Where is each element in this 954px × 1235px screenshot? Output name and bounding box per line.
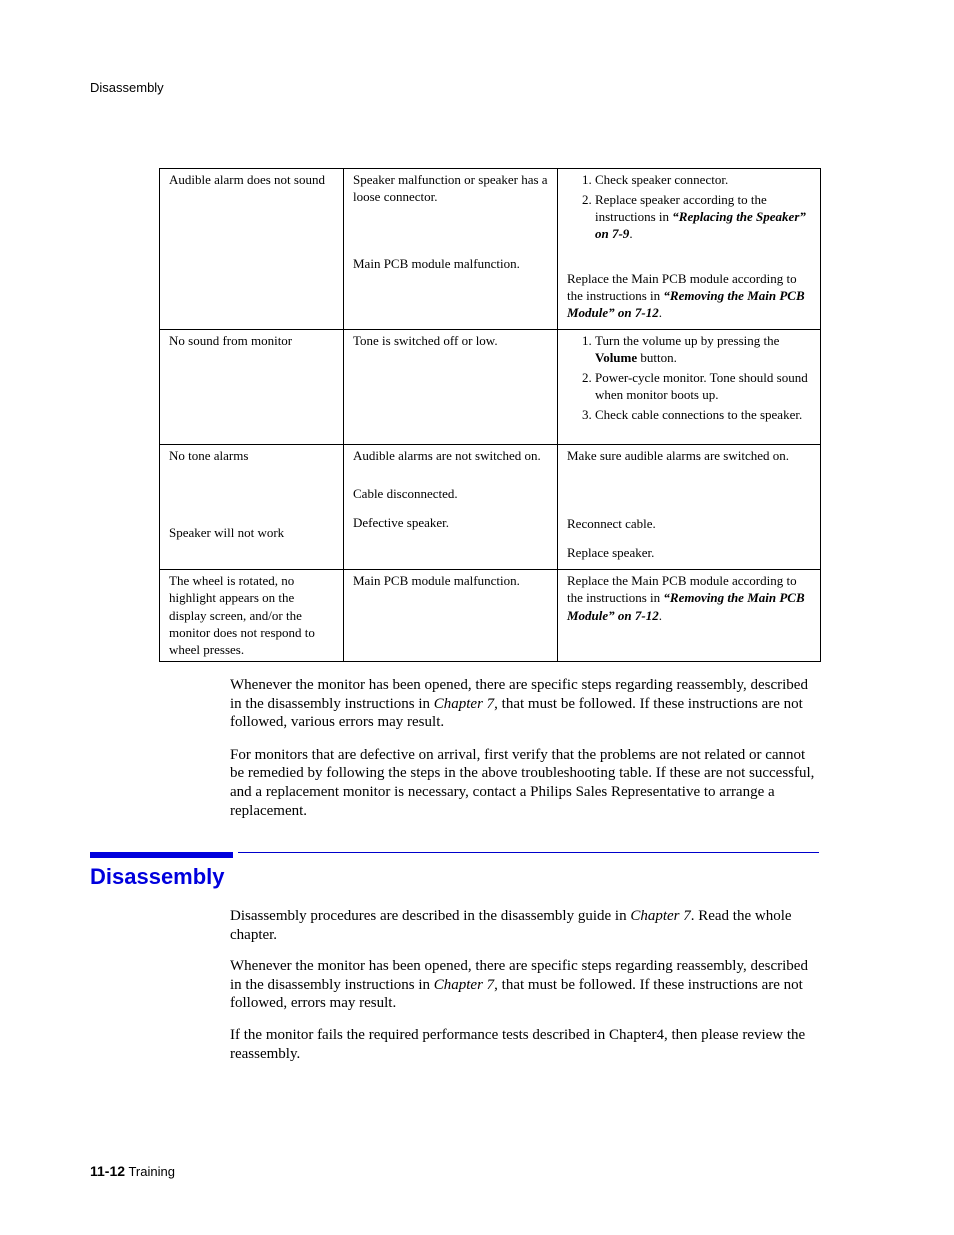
paragraph: If the monitor fails the required performance tests described in Chapter4, then please review the reassembly. [230, 1026, 806, 1062]
action-text: Make sure audible alarms are switched on. [567, 448, 790, 463]
cause-text: Tone is switched off or low. [353, 333, 498, 348]
cause-text: Main PCB module malfunction. [353, 573, 520, 588]
cause-text: Main PCB module malfunction. [353, 255, 520, 271]
action-cell [558, 570, 821, 662]
chapter-reference: Chapter 7 [433, 976, 495, 993]
text: Whenever the monitor has been opened, there are specific steps regarding reassembly, described in the disassembly instructions in [230, 958, 808, 993]
paragraph [230, 676, 820, 732]
problem-cell [160, 169, 344, 330]
table-row [160, 570, 821, 662]
action-cell [558, 330, 821, 445]
problem-cell [160, 330, 344, 445]
cause-cell [344, 445, 558, 570]
step-end: . [629, 226, 633, 242]
problem-text: The wheel is rotated, no highlight appears on the display screen, and/or the monitor does not respond to wheel presses. [169, 573, 315, 658]
volume-button-label: Volume [595, 350, 638, 366]
text: Disassembly procedures are described in the disassembly guide in [230, 908, 631, 924]
paragraph [230, 957, 820, 1013]
action-text: Reconnect cable. [567, 516, 656, 532]
text: , that must be followed. If these instructions are not followed, various errors may result. [230, 695, 803, 731]
cause-text: Cable disconnected. [353, 486, 458, 502]
action-pre: Replace the Main PCB module according to the instructions in [567, 573, 797, 606]
section-rule-thin [238, 852, 819, 853]
list-item [595, 332, 811, 367]
problem-text: No sound from monitor [169, 333, 293, 348]
page-number: 11-12 [90, 1163, 126, 1179]
text: . Read the whole chapter. [230, 908, 792, 943]
chapter-reference: Chapter 7 [433, 695, 495, 712]
action-text [567, 572, 811, 624]
table-row [160, 330, 821, 445]
list-item: 1. Check speaker connector. [595, 171, 811, 188]
problem-cell [160, 445, 344, 570]
text: Whenever the monitor has been opened, there are specific steps regarding reassembly, described in the disassembly instructions in [230, 677, 808, 712]
problem-text: No tone alarms [169, 448, 249, 463]
cause-text: Defective speaker. [353, 514, 450, 530]
problem-text: Speaker will not work [169, 525, 285, 541]
action-steps [567, 332, 811, 423]
problem-text: Audible alarm does not sound [169, 172, 325, 187]
list-item: 3. Check cable connections to the speaker. [595, 406, 811, 423]
step-text: button. [637, 350, 677, 366]
cause-cell [344, 570, 558, 662]
action-end: . [658, 607, 662, 623]
troubleshooting-table [159, 168, 821, 662]
cause-cell [344, 169, 558, 330]
paragraph: For monitors that are defective on arrival, first verify that the problems are not related or cannot be remedied by following the steps in the above troubleshooting table. If these are not successful, and a replacement monitor is necessary, contact a Philips Sales Representative to arrange a replacement. [230, 746, 815, 819]
table-row [160, 445, 821, 570]
action-end: . [658, 305, 662, 321]
action-steps [567, 171, 811, 243]
cross-reference: “Removing the Main PCB Module” on 7-12 [567, 287, 805, 321]
text: , that must be followed. If these instructions are not followed, errors may result. [230, 976, 803, 1012]
step-text: Turn the volume up by pressing the [595, 333, 780, 348]
running-header: Disassembly [90, 80, 164, 95]
section-paragraphs [230, 907, 820, 1063]
action-pre: Replace the Main PCB module according to the instructions in [567, 270, 797, 303]
footer-label: Training [128, 1164, 175, 1179]
action-text [567, 270, 811, 322]
list-item: 2. Power-cycle monitor. Tone should sound when monitor boots up. [595, 369, 811, 404]
problem-cell [160, 570, 344, 662]
list-item [595, 191, 811, 243]
step-text: Replace speaker according to the instructions in [595, 191, 767, 225]
cause-text: Audible alarms are not switched on. [353, 448, 541, 463]
intro-paragraphs [230, 676, 820, 820]
paragraph [230, 907, 820, 944]
action-cell [558, 169, 821, 330]
cross-reference: “Removing the Main PCB Module” on 7-12 [567, 590, 805, 623]
cross-reference: “Replacing the Speaker” on 7-9 [595, 209, 806, 242]
cause-cell [344, 330, 558, 445]
cause-text: Speaker malfunction or speaker has a loose connector. [353, 172, 548, 205]
action-cell [558, 445, 821, 570]
section-rule-thick [90, 852, 233, 858]
chapter-reference: Chapter 7 [630, 908, 691, 924]
action-text: Replace speaker. [567, 544, 655, 560]
section-title: Disassembly [90, 864, 225, 889]
page-footer [90, 1163, 175, 1179]
table-row [160, 169, 821, 330]
